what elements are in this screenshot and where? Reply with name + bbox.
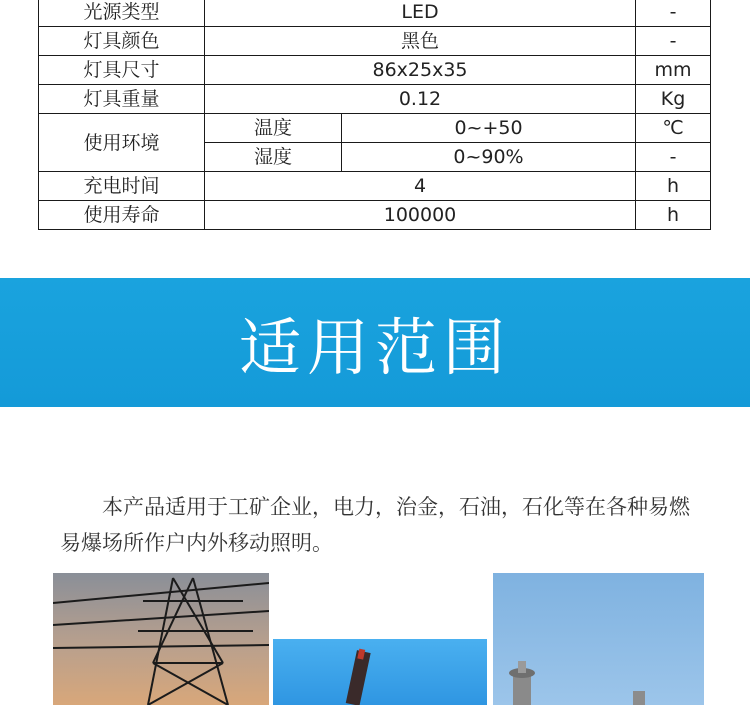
spec-unit: h: [636, 201, 711, 230]
spec-name: 光源类型: [39, 0, 205, 27]
spec-value: 4: [205, 172, 636, 201]
table-row: [39, 85, 711, 114]
crane-illustration: [273, 639, 487, 705]
table-row: [39, 0, 711, 27]
spec-value: 0~+50: [342, 114, 636, 143]
chimney-illustration: [493, 573, 704, 705]
spec-value: 100000: [205, 201, 636, 230]
spec-unit: -: [636, 143, 711, 172]
table-row: [39, 172, 711, 201]
spec-value: 0~90%: [342, 143, 636, 172]
power-tower-photo: [53, 573, 269, 705]
spec-name: 使用寿命: [39, 201, 205, 230]
spec-name: 灯具重量: [39, 85, 205, 114]
section-banner: [0, 278, 750, 407]
spec-unit: ℃: [636, 114, 711, 143]
spec-value: 86x25x35: [205, 56, 636, 85]
spec-name: 灯具颜色: [39, 27, 205, 56]
table-row: [39, 27, 711, 56]
spec-value: LED: [205, 0, 636, 27]
table-row: [39, 201, 711, 230]
spec-value: 0.12: [205, 85, 636, 114]
spec-table: [38, 0, 711, 230]
spec-unit: -: [636, 27, 711, 56]
spec-unit: h: [636, 172, 711, 201]
spec-sublabel: 湿度: [205, 143, 342, 172]
spec-name: 充电时间: [39, 172, 205, 201]
table-row: [39, 56, 711, 85]
table-row: [39, 114, 711, 143]
spec-unit: -: [636, 0, 711, 27]
crane-photo: [273, 639, 487, 705]
application-description: 本产品适用于工矿企业，电力，治金，石油，石化等在各种易燃易爆场所作户内外移动照明。: [60, 495, 690, 555]
spec-sublabel: 温度: [205, 114, 342, 143]
spec-name: 使用环境: [39, 114, 205, 172]
spec-unit: Kg: [636, 85, 711, 114]
chimney-photo: [493, 573, 704, 705]
spec-unit: mm: [636, 56, 711, 85]
section-title: 适用范围: [238, 311, 511, 384]
spec-value: 黑色: [205, 27, 636, 56]
spec-name: 灯具尺寸: [39, 56, 205, 85]
power-tower-illustration: [53, 573, 269, 705]
